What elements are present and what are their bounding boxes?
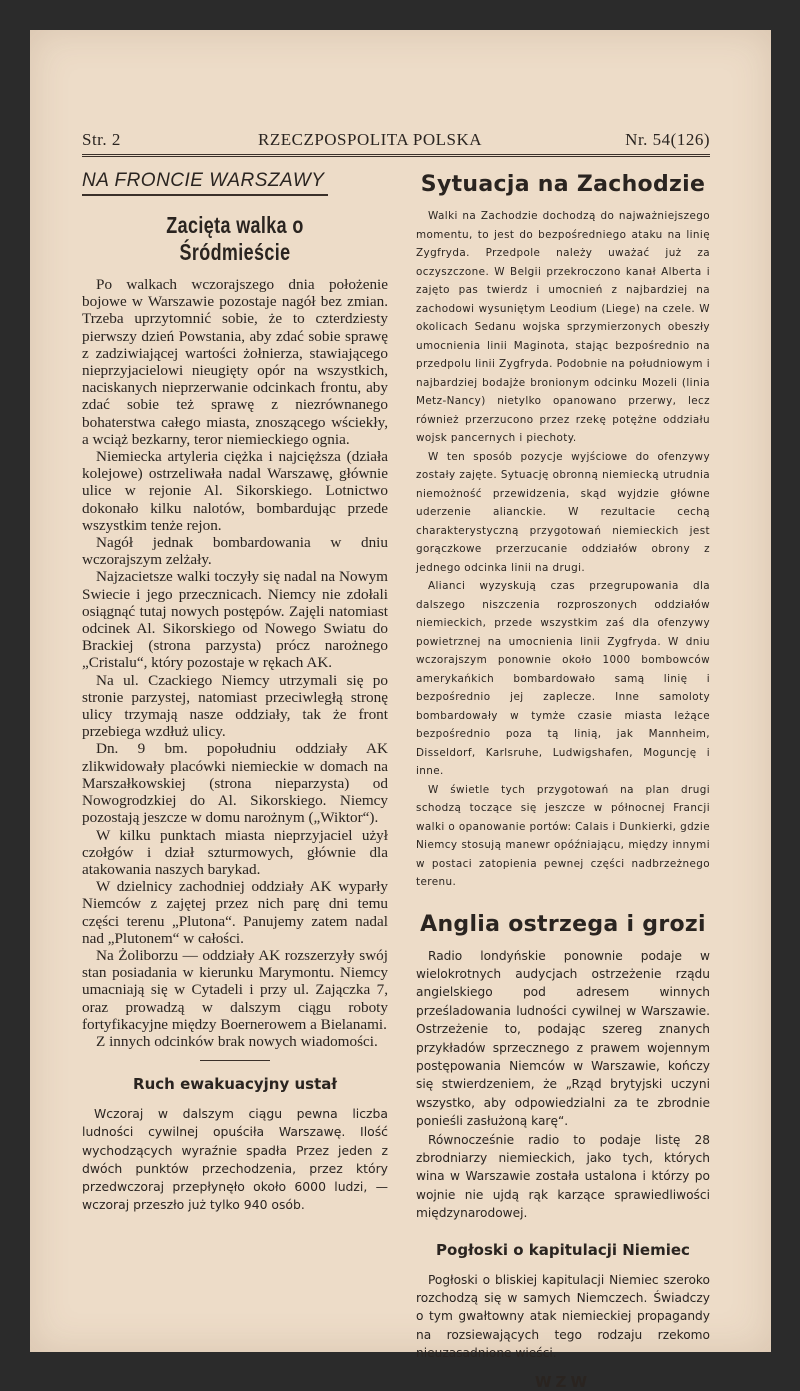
england-headline: Anglia ostrzega i grozi	[420, 911, 706, 937]
left-column	[82, 166, 388, 1214]
main-headline: Zacięta walka o Śródmieście	[166, 212, 304, 265]
page-header	[82, 128, 710, 157]
signature: WZW	[535, 1372, 591, 1391]
main-article-body	[82, 276, 388, 1050]
capitulation-article-body	[416, 1271, 710, 1363]
article-divider	[200, 1060, 270, 1061]
article-paragraph: Równocześnie radio to podaje listę 28 zbrodniarzy niemieckich, jako tych, których wina w Warszawie została ustalona i którzy po wojnie nie ujdą rąk karzące sprawiedliwości międzynarodowej.	[416, 1132, 710, 1221]
evacuation-article-body	[82, 1105, 388, 1214]
page-number: Str. 2	[82, 130, 121, 149]
issue-number: Nr. 54(126)	[625, 130, 710, 149]
article-paragraph: Nagół jednak bombardowania w dniu wczorajszym zelżały.	[82, 534, 388, 569]
england-article-body	[416, 947, 710, 1223]
article-paragraph: W świetle tych przygotowań na plan drugi schodzą toczące się jeszcze w północnej Francji walki o opanowanie portów: Calais i Dunkierki, gdzie Niemcy stosują manewr opóźniającu, między innymi w postaci zatopienia pewnej części nadbrzeżnego terenu.	[416, 783, 710, 888]
article-paragraph: Najzacietsze walki toczyły się nadal na Nowym Swiecie i jego przecznicach. Niemcy nie zdołali osiągnąć tutaj nowych postępów. Zajęli natomiast odcinek Al. Sikorskiego od Nowego Swiatu do Brackiej (strona parzysta) prócz narożnego „Cristalu“, który pozostaje w rękach AK.	[82, 568, 388, 672]
article-paragraph: W kilku punktach miasta nieprzyjaciel użył czołgów i dział szturmowych, głównie dla atakowania naszych barykad.	[82, 826, 388, 878]
article-paragraph: Radio londyńskie ponownie podaje w wielokrotnych audycjach ostrzeżenie rządu angielskiego pod adresem winnych prześladowania ludności cywilnej w Warszawie. Ostrzeżenie to, podając szereg znanych przykładów sprzecznego z prawem wojennym postępowania Niemców w Warszawie, kończy się stwierdzeniem, że „Rząd brytyjski uczyni wszystko, aby odpowiedzialni za te zbrodnie ponieśli zasłużoną karę“.	[416, 948, 710, 1129]
right-column	[416, 166, 710, 1391]
west-article-body	[416, 207, 710, 892]
article-paragraph: Alianci wyzyskują czas przegrupowania dla dalszego niszczenia rozproszonych oddziałów niemieckich, przede wszystkim zaś dla ofenzywy powietrznej na umocnienia linii Zygfryda. W dniu wczorajszym ponownie około 1000 bombowców amerykańkich bombardowało samą linię i bezpośrednio jej zaplecze. Inne samoloty bombardowały w tymże czasie miasta leżące bezpośrednio poza tą linią, jak Mannheim, Disseldorf, Karlsruhe, Ludwigshafen, Moguncję i inne.	[416, 580, 710, 777]
west-headline: Sytuacja na Zachodzie	[420, 172, 706, 197]
capitulation-headline: Pogłoski o kapitulacji Niemiec	[436, 1240, 690, 1259]
article-paragraph: Wczoraj w dalszym ciągu pewna liczba ludności cywilnej opuściła Warszawę. Ilość wychodzących wyraźnie spadła Przez jeden z dwóch punktów przechodzenia, przez który przedwczoraj przepłynęło około 6000 ludzi, — wczoraj przeszło już tylko 940 osób.	[82, 1106, 388, 1213]
article-paragraph: Po walkach wczorajszego dnia położenie bojowe w Warszawie pozostaje nagół bez zmian. Trzeba uprzytomnić sobie, że to czterdziesty pierwszy dzień Powstania, aby zdać sobie sprawę z zadziwiającej wartości żołnierza, stawiającego nieprzyjacielowi nieugięty opór na wszystkich, naciskanych nieprzerwanie odcinkach frontu, aby zdać sobie też sprawę z niezrównanego bohaterstwa całego miasta, znoszącego wściekły, a wciąż bezkarny, teror niemieckiego ognia.	[82, 276, 388, 448]
evacuation-headline: Ruch ewakuacyjny ustał	[133, 1075, 337, 1094]
article-paragraph: Dn. 9 bm. popołudniu oddziały AK zlikwidowały placówki niemieckie w domach na Marszałkowskiej (strona nieparzysta) od Nowogrodzkiej do Al. Sikorskiego. Niemcy pozostają jeszcze w domu narożnym („Wiktor“).	[82, 740, 388, 827]
article-paragraph: Na Żoliborzu — oddziały AK rozszerzyły swój stan posiadania w kierunku Marymontu. Niemcy umacniają się w Cytadeli i przy ul. Zajączka 7, oraz prowadzą w dalszym ciągu roboty fortyfikacyjne między Boernerowem a Bielanami.	[82, 946, 388, 1033]
section-kicker: NA FRONCIE WARSZAWY	[82, 170, 328, 196]
article-paragraph: Na ul. Czackiego Niemcy utrzymali się po stronie parzystej, natomiast przeciwległą stronę ulicy trzymają nasze oddziały, tak że front przebiega wzdłuż ulicy.	[82, 671, 388, 741]
article-paragraph: Pogłoski o bliskiej kapitulacji Niemiec szeroko rozchodzą się w samych Niemczech. Świadczy o tym gwałtowny atak niemieckiej propagandy na rozsiewających tego rodzaju rzekomo nieuzasadnione wieści.	[416, 1272, 710, 1361]
article-paragraph: Walki na Zachodzie dochodzą do najważniejszego momentu, to jest do bezpośredniego ataku na linię Zygfryda. Przedpole należy uważać już za oczyszczone. W Belgii przekroczono kanał Alberta i zajęto pas twierdz i umocnień z najbardziej na zachodowi wysuniętym Leodium (Liege) na czele. W okolicach Sedanu wojska sprzymierzonych obeszły umocnienia linii Maginota, stając bezpośrednio na przedpolu linii Zygfryda. Podobnie na południowym i najbardziej bodajże bronionym odcinku Mozeli (linia Metz-Nancy) nietylko opanowano przerwy, lecz również przerzucono przez rzekę potężne oddziału wojsk pancernych i piechoty.	[416, 210, 710, 444]
article-paragraph: Z innych odcinków brak nowych wiadomości.	[96, 1032, 378, 1050]
article-paragraph: Niemiecka artyleria ciężka i najcięższa (działa kolejowe) ostrzeliwała nadal Warszawę, głównie ulice w rejonie Al. Sikorskiego. Lotnictwo dokonało kilku nalotów, bombardując przede wszystkim tenże rejon.	[82, 448, 388, 534]
article-paragraph: W dzielnicy zachodniej oddziały AK wyparły Niemców z zajętej przez nich parę dni temu części terenu „Plutona“. Panujemy zatem nadal nad „Plutonem“ w całości.	[82, 878, 388, 947]
article-paragraph: W ten sposób pozycje wyjściowe do ofenzywy zostały zajęte. Sytuację obronną niemiecką utrudnia niemożność przewidzenia, skąd wyjdzie główne uderzenie alianckie. W rezultacie cechą charakterystyczną przygotowań niemieckich jest gorączkowe przerzucanie oddziałów obrony z jednego odcinka linii na drugi.	[416, 450, 710, 574]
masthead-title: RZECZPOSPOLITA POLSKA	[258, 130, 483, 149]
